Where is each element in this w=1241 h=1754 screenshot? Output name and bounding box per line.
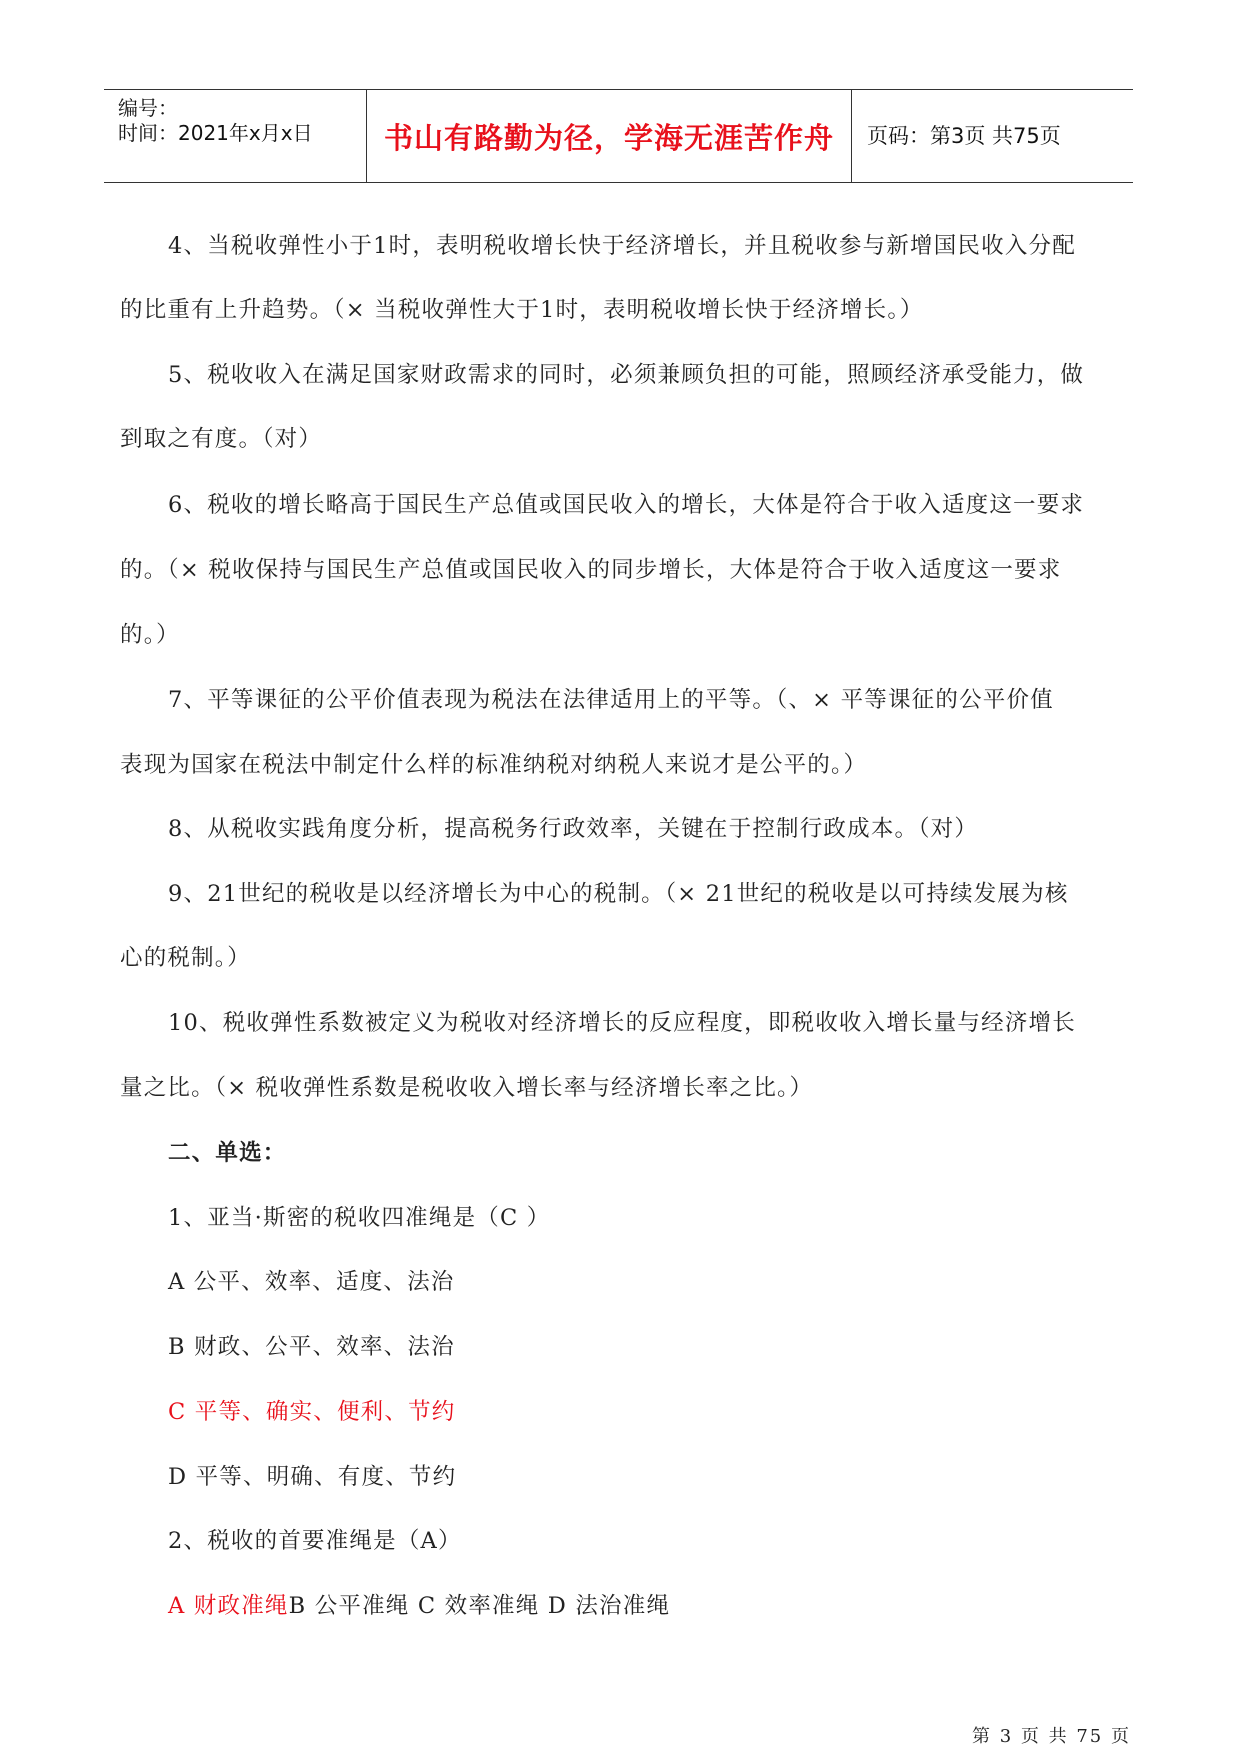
question-line: 1、亚当·斯密的税收四准绳是（C ） — [168, 1205, 551, 1231]
body-line: 5、税收收入在满足国家财政需求的同时，必须兼顾负担的可能，照顾经济承受能力，做 — [168, 362, 1085, 388]
options-inline-line — [168, 1588, 670, 1620]
correct-option-line: C 平等、确实、便利、节约 — [168, 1399, 456, 1425]
body-line: 心的税制。） — [120, 945, 251, 971]
correct-option: A 财政准绳 — [168, 1593, 289, 1619]
header-right-cell — [853, 90, 1133, 182]
option-line: D 平等、明确、有度、节约 — [168, 1464, 457, 1490]
document-time-label: 时间：2021年x月x日 — [118, 121, 313, 145]
body-line: 到取之有度。（对） — [120, 426, 323, 452]
header-page-label: 页码：第3页 共75页 — [867, 124, 1061, 148]
body-line: 7、平等课征的公平价值表现为税法在法律适用上的平等。（、× 平等课征的公平价值 — [168, 687, 1054, 713]
body-line: 表现为国家在税法中制定什么样的标准纳税对纳税人来说才是公平的。） — [120, 752, 868, 778]
option-line: B 财政、公平、效率、法治 — [168, 1334, 455, 1360]
body-line: 量之比。（× 税收弹性系数是税收收入增长率与经济增长率之比。） — [120, 1075, 814, 1101]
page-footer: 第 3 页 共 75 页 — [972, 1726, 1131, 1747]
body-line: 4、当税收弹性小于1时，表明税收增长快于经济增长，并且税收参与新增国民收入分配 — [168, 233, 1076, 259]
body-line: 6、税收的增长略高于国民生产总值或国民收入的增长，大体是符合于收入适度这一要求 — [168, 492, 1085, 518]
body-line: 的。） — [120, 622, 180, 648]
header-middle-cell — [367, 90, 852, 182]
section-heading: 二、单选： — [168, 1140, 287, 1166]
body-line: 10、税收弹性系数被定义为税收对经济增长的反应程度，即税收收入增长量与经济增长 — [168, 1010, 1076, 1036]
document-number-label: 编号： — [118, 96, 178, 120]
question-line: 2、税收的首要准绳是（A） — [168, 1528, 462, 1554]
body-line: 的比重有上升趋势。（× 当税收弹性大于1时，表明税收增长快于经济增长。） — [120, 297, 924, 323]
body-line: 9、21世纪的税收是以经济增长为中心的税制。（× 21世纪的税收是以可持续发展为核 — [168, 881, 1069, 907]
header-left-cell — [104, 90, 367, 182]
header-slogan: 书山有路勤为径，学海无涯苦作舟 — [383, 121, 834, 155]
document-header — [104, 89, 1133, 183]
other-options: B 公平准绳 C 效率准绳 D 法治准绳 — [288, 1593, 671, 1619]
option-line: A 公平、效率、适度、法治 — [168, 1269, 455, 1295]
body-line: 的。（× 税收保持与国民生产总值或国民收入的同步增长，大体是符合于收入适度这一要求 — [120, 557, 1062, 583]
body-line: 8、从税收实践角度分析，提高税务行政效率，关键在于控制行政成本。（对） — [168, 816, 979, 842]
